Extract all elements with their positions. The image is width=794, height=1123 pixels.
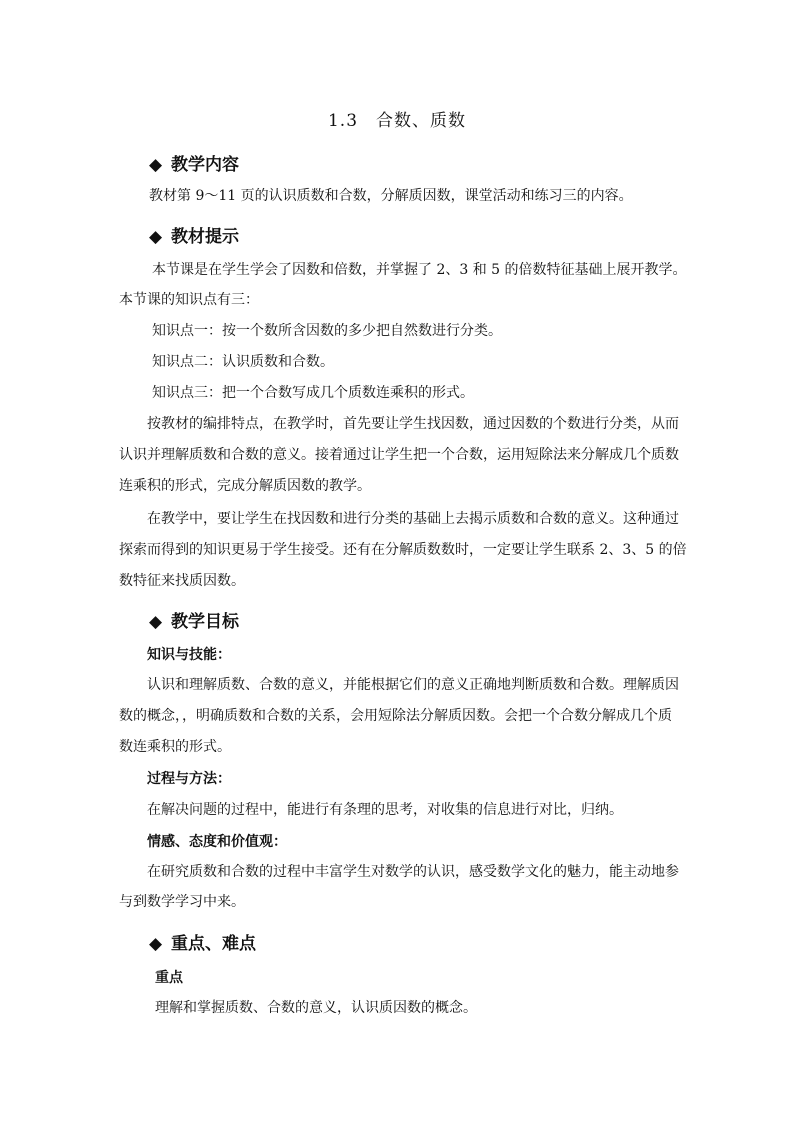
subheading-emotion: 情感、态度和价值观： — [147, 834, 287, 850]
diamond-bullet-icon: ◆ — [149, 934, 163, 954]
paragraph-line: 本节课的知识点有三： — [119, 292, 259, 308]
paragraph-line: 数特征来找质因数。 — [119, 573, 245, 589]
paragraph-line: 认识并理解质数和合数的意义。接着通过让学生把一个合数，运用短除法来分解成几个质数 — [119, 447, 679, 463]
paragraph-line: 认识和理解质数、合数的意义，并能根据它们的意义正确地判断质数和合数。理解质因 — [147, 677, 679, 693]
paragraph-line: 连乘积的形式，完成分解质因数的教学。 — [119, 478, 371, 494]
paragraph-line: 理解和掌握质数、合数的意义，认识质因数的概念。 — [155, 1000, 477, 1016]
paragraph-line: 在研究质数和合数的过程中丰富学生对数学的认识，感受数学文化的魅力，能主动地参 — [147, 864, 679, 880]
paragraph-line: 数连乘积的形式。 — [119, 739, 231, 755]
subheading-key: 重点 — [155, 970, 183, 986]
subheading-knowledge: 知识与技能： — [147, 647, 231, 663]
paragraph-line: 探索而得到的知识更易于学生接受。还有在分解质数数时，一定要让学生联系 2、3、5 的倍 — [119, 542, 687, 558]
page-title: 1.3 合数、质数 — [327, 111, 467, 131]
paragraph-line: 在教学中，要让学生在找因数和进行分类的基础上去揭示质数和合数的意义。这种通过 — [147, 511, 679, 527]
paragraph-line: 在解决问题的过程中，能进行有条理的思考，对收集的信息进行对比，归纳。 — [147, 802, 623, 818]
paragraph-line: 教材第 9～11 页的认识质数和合数，分解质因数，课堂活动和练习三的内容。 — [149, 188, 633, 204]
paragraph-line: 与到数学学习中来。 — [119, 894, 245, 910]
diamond-bullet-icon: ◆ — [149, 612, 163, 632]
section-heading-goals: ◆ 教学目标 — [149, 612, 239, 632]
paragraph-line: 知识点二：认识质数和合数。 — [152, 354, 334, 370]
subheading-process: 过程与方法： — [147, 771, 231, 787]
section-heading-hints: ◆ 教材提示 — [149, 227, 239, 247]
paragraph-line: 按教材的编排特点，在教学时，首先要让学生找因数，通过因数的个数进行分类，从而 — [147, 416, 679, 432]
paragraph-line: 数的概念，，明确质数和合数的关系，会用短除法分解质因数。会把一个合数分解成几个质 — [119, 708, 672, 724]
paragraph-line: 知识点一：按一个数所含因数的多少把自然数进行分类。 — [152, 323, 502, 339]
diamond-bullet-icon: ◆ — [149, 227, 163, 247]
diamond-bullet-icon: ◆ — [149, 155, 163, 175]
section-heading-keypoints: ◆ 重点、难点 — [149, 934, 256, 954]
paragraph-line: 知识点三：把一个合数写成几个质数连乘积的形式。 — [152, 385, 474, 401]
paragraph-line: 本节课是在学生学会了因数和倍数，并掌握了 2、3 和 5 的倍数特征基础上展开教学。 — [152, 262, 687, 278]
section-heading-content: ◆ 教学内容 — [149, 155, 239, 175]
